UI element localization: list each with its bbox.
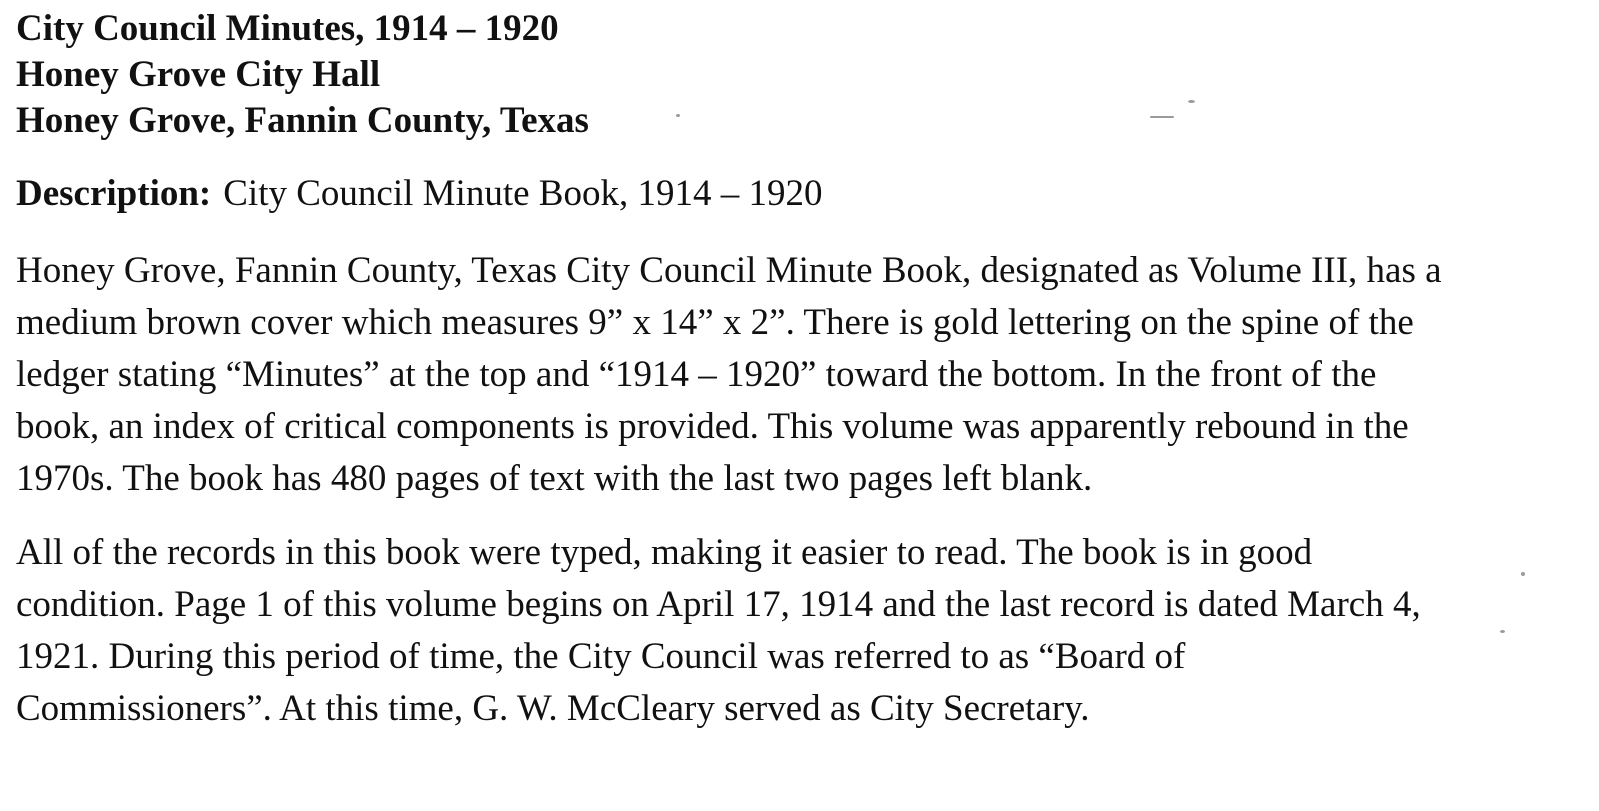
document-heading bbox=[16, 6, 1586, 144]
scan-speck bbox=[1500, 630, 1505, 633]
description-value: City Council Minute Book, 1914 – 1920 bbox=[223, 173, 823, 214]
paragraph-book-details bbox=[16, 245, 1586, 505]
document-location: Honey Grove City Hall bbox=[16, 54, 381, 95]
scan-speck bbox=[1188, 100, 1195, 103]
document-title: City Council Minutes, 1914 – 1920 bbox=[16, 8, 559, 49]
paragraph-line: medium brown cover which measures 9” x 14” x 2”. There is gold lettering on the spine of the bbox=[16, 302, 1414, 343]
document-place: Honey Grove, Fannin County, Texas bbox=[16, 100, 589, 141]
paragraph-line: All of the records in this book were typed, making it easier to read. The book is in good bbox=[16, 532, 1313, 573]
paragraph-line: 1970s. The book has 480 pages of text with the last two pages left blank. bbox=[16, 458, 1093, 499]
paragraph-line: ledger stating “Minutes” at the top and “1914 – 1920” toward the bottom. In the front of the bbox=[16, 354, 1377, 395]
paragraph-line: 1921. During this period of time, the City Council was referred to as “Board of bbox=[16, 636, 1186, 677]
description-line bbox=[16, 171, 1586, 217]
paragraph-line: book, an index of critical components is provided. This volume was apparently rebound in the bbox=[16, 406, 1409, 447]
scan-speck bbox=[676, 114, 680, 117]
paragraph-line: Honey Grove, Fannin County, Texas City Council Minute Book, designated as Volume III, has a bbox=[16, 250, 1442, 291]
paragraph-line: Commissioners”. At this time, G. W. McCleary served as City Secretary. bbox=[16, 688, 1090, 729]
scan-speck bbox=[1150, 116, 1174, 118]
description-label: Description: bbox=[16, 173, 212, 214]
document-page bbox=[16, 6, 1586, 735]
paragraph-line: condition. Page 1 of this volume begins on April 17, 1914 and the last record is dated March 4, bbox=[16, 584, 1421, 625]
scan-speck bbox=[1521, 572, 1525, 576]
paragraph-records-condition bbox=[16, 527, 1586, 735]
